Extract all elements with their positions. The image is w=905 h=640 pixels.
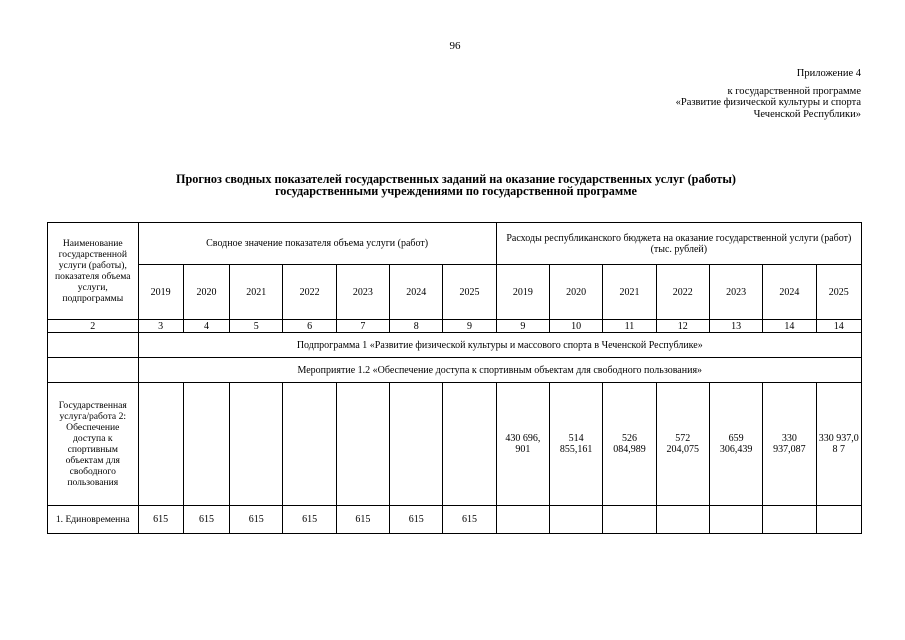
measure-cell: Мероприятие 1.2 «Обеспечение доступа к спортивным объектам для свободного пользования» xyxy=(138,358,861,383)
indicator-expense-cell xyxy=(603,506,656,534)
service-expense-cell: 572 204,075 xyxy=(656,383,709,506)
column-number: 14 xyxy=(763,320,816,333)
service-volume-cell xyxy=(183,383,229,506)
column-number: 8 xyxy=(390,320,443,333)
column-number: 12 xyxy=(656,320,709,333)
page-number: 96 xyxy=(449,40,461,52)
header-years-row xyxy=(48,265,862,320)
service-expense-cell: 526 084,989 xyxy=(603,383,656,506)
subprogram-row xyxy=(48,333,862,358)
indicator-row xyxy=(48,506,862,534)
appendix-line-2: «Развитие физической культуры и спорта xyxy=(675,97,861,108)
appendix-line-3: Чеченской Республики» xyxy=(753,108,861,120)
indicator-volume-cell: 615 xyxy=(283,506,336,534)
service-expense-cell: 514 855,161 xyxy=(549,383,602,506)
measure-row xyxy=(48,358,862,383)
volume-year: 2019 xyxy=(138,265,183,320)
document-title xyxy=(50,174,862,197)
volume-year: 2025 xyxy=(443,265,496,320)
indicator-expense-cell xyxy=(496,506,549,534)
volume-year: 2024 xyxy=(390,265,443,320)
volume-year: 2021 xyxy=(230,265,283,320)
title-line-2: государственными учреждениями по государственной программе xyxy=(275,183,637,198)
column-number: 2 xyxy=(48,320,139,333)
subprogram-blank-cell xyxy=(48,333,139,358)
service-row xyxy=(48,383,862,506)
column-number: 10 xyxy=(549,320,602,333)
indicator-volume-cell: 615 xyxy=(336,506,389,534)
column-numbers-row xyxy=(48,320,862,333)
service-volume-cell xyxy=(443,383,496,506)
subprogram-cell: Подпрограмма 1 «Развитие физической культуры и массового спорта в Чеченской Республике» xyxy=(138,333,861,358)
column-number: 3 xyxy=(138,320,183,333)
expense-year: 2021 xyxy=(603,265,656,320)
expense-year: 2023 xyxy=(709,265,762,320)
service-volume-cell xyxy=(283,383,336,506)
column-number: 9 xyxy=(496,320,549,333)
column-number: 9 xyxy=(443,320,496,333)
column-number: 6 xyxy=(283,320,336,333)
service-expense-cell: 430 696, 901 xyxy=(496,383,549,506)
expense-year: 2025 xyxy=(816,265,861,320)
volume-year: 2020 xyxy=(183,265,229,320)
service-volume-cell xyxy=(138,383,183,506)
column-number: 4 xyxy=(183,320,229,333)
column-number: 13 xyxy=(709,320,762,333)
indicator-volume-cell: 615 xyxy=(443,506,496,534)
service-volume-cell xyxy=(390,383,443,506)
title-line-1: Прогноз сводных показателей государственных заданий на оказание государственных услуг (работы) xyxy=(176,172,736,186)
indicator-expense-cell xyxy=(656,506,709,534)
service-expense-cell: 330 937,08 7 xyxy=(816,383,861,506)
indicator-expense-cell xyxy=(549,506,602,534)
service-expense-cell: 659 306,439 xyxy=(709,383,762,506)
indicator-expense-cell xyxy=(709,506,762,534)
indicator-expense-cell xyxy=(816,506,861,534)
column-number: 11 xyxy=(603,320,656,333)
forecast-table xyxy=(47,222,862,534)
service-volume-cell xyxy=(336,383,389,506)
service-volume-cell xyxy=(230,383,283,506)
indicator-expense-cell xyxy=(763,506,816,534)
indicator-volume-cell: 615 xyxy=(138,506,183,534)
column-number: 5 xyxy=(230,320,283,333)
header-volume-cell: Сводное значение показателя объема услуги (работ) xyxy=(138,223,496,265)
column-number: 14 xyxy=(816,320,861,333)
indicator-volume-cell: 615 xyxy=(390,506,443,534)
expense-year: 2022 xyxy=(656,265,709,320)
appendix-header xyxy=(676,68,861,120)
volume-year: 2022 xyxy=(283,265,336,320)
appendix-label: Приложение 4 xyxy=(796,68,861,79)
column-number: 7 xyxy=(336,320,389,333)
expense-year: 2019 xyxy=(496,265,549,320)
appendix-line-1: к государственной программе xyxy=(727,85,861,97)
volume-year: 2023 xyxy=(336,265,389,320)
header-row-1 xyxy=(48,223,862,265)
header-name-cell: Наименование государственной услуги (работы), показателя объема услуги, подпрограммы xyxy=(48,223,139,320)
header-expenses-cell: Расходы республиканского бюджета на оказание государственной услуги (работ) (тыс. рублей) xyxy=(496,223,861,265)
indicator-volume-cell: 615 xyxy=(230,506,283,534)
service-name-cell: Государственная услуга/работа 2: Обеспечение доступа к спортивным объектам для свободного пользования xyxy=(48,383,139,506)
indicator-name-cell: 1. Единовременна xyxy=(48,506,139,534)
expense-year: 2020 xyxy=(549,265,602,320)
service-expense-cell: 330 937,087 xyxy=(763,383,816,506)
indicator-volume-cell: 615 xyxy=(183,506,229,534)
measure-blank-cell xyxy=(48,358,139,383)
expense-year: 2024 xyxy=(763,265,816,320)
